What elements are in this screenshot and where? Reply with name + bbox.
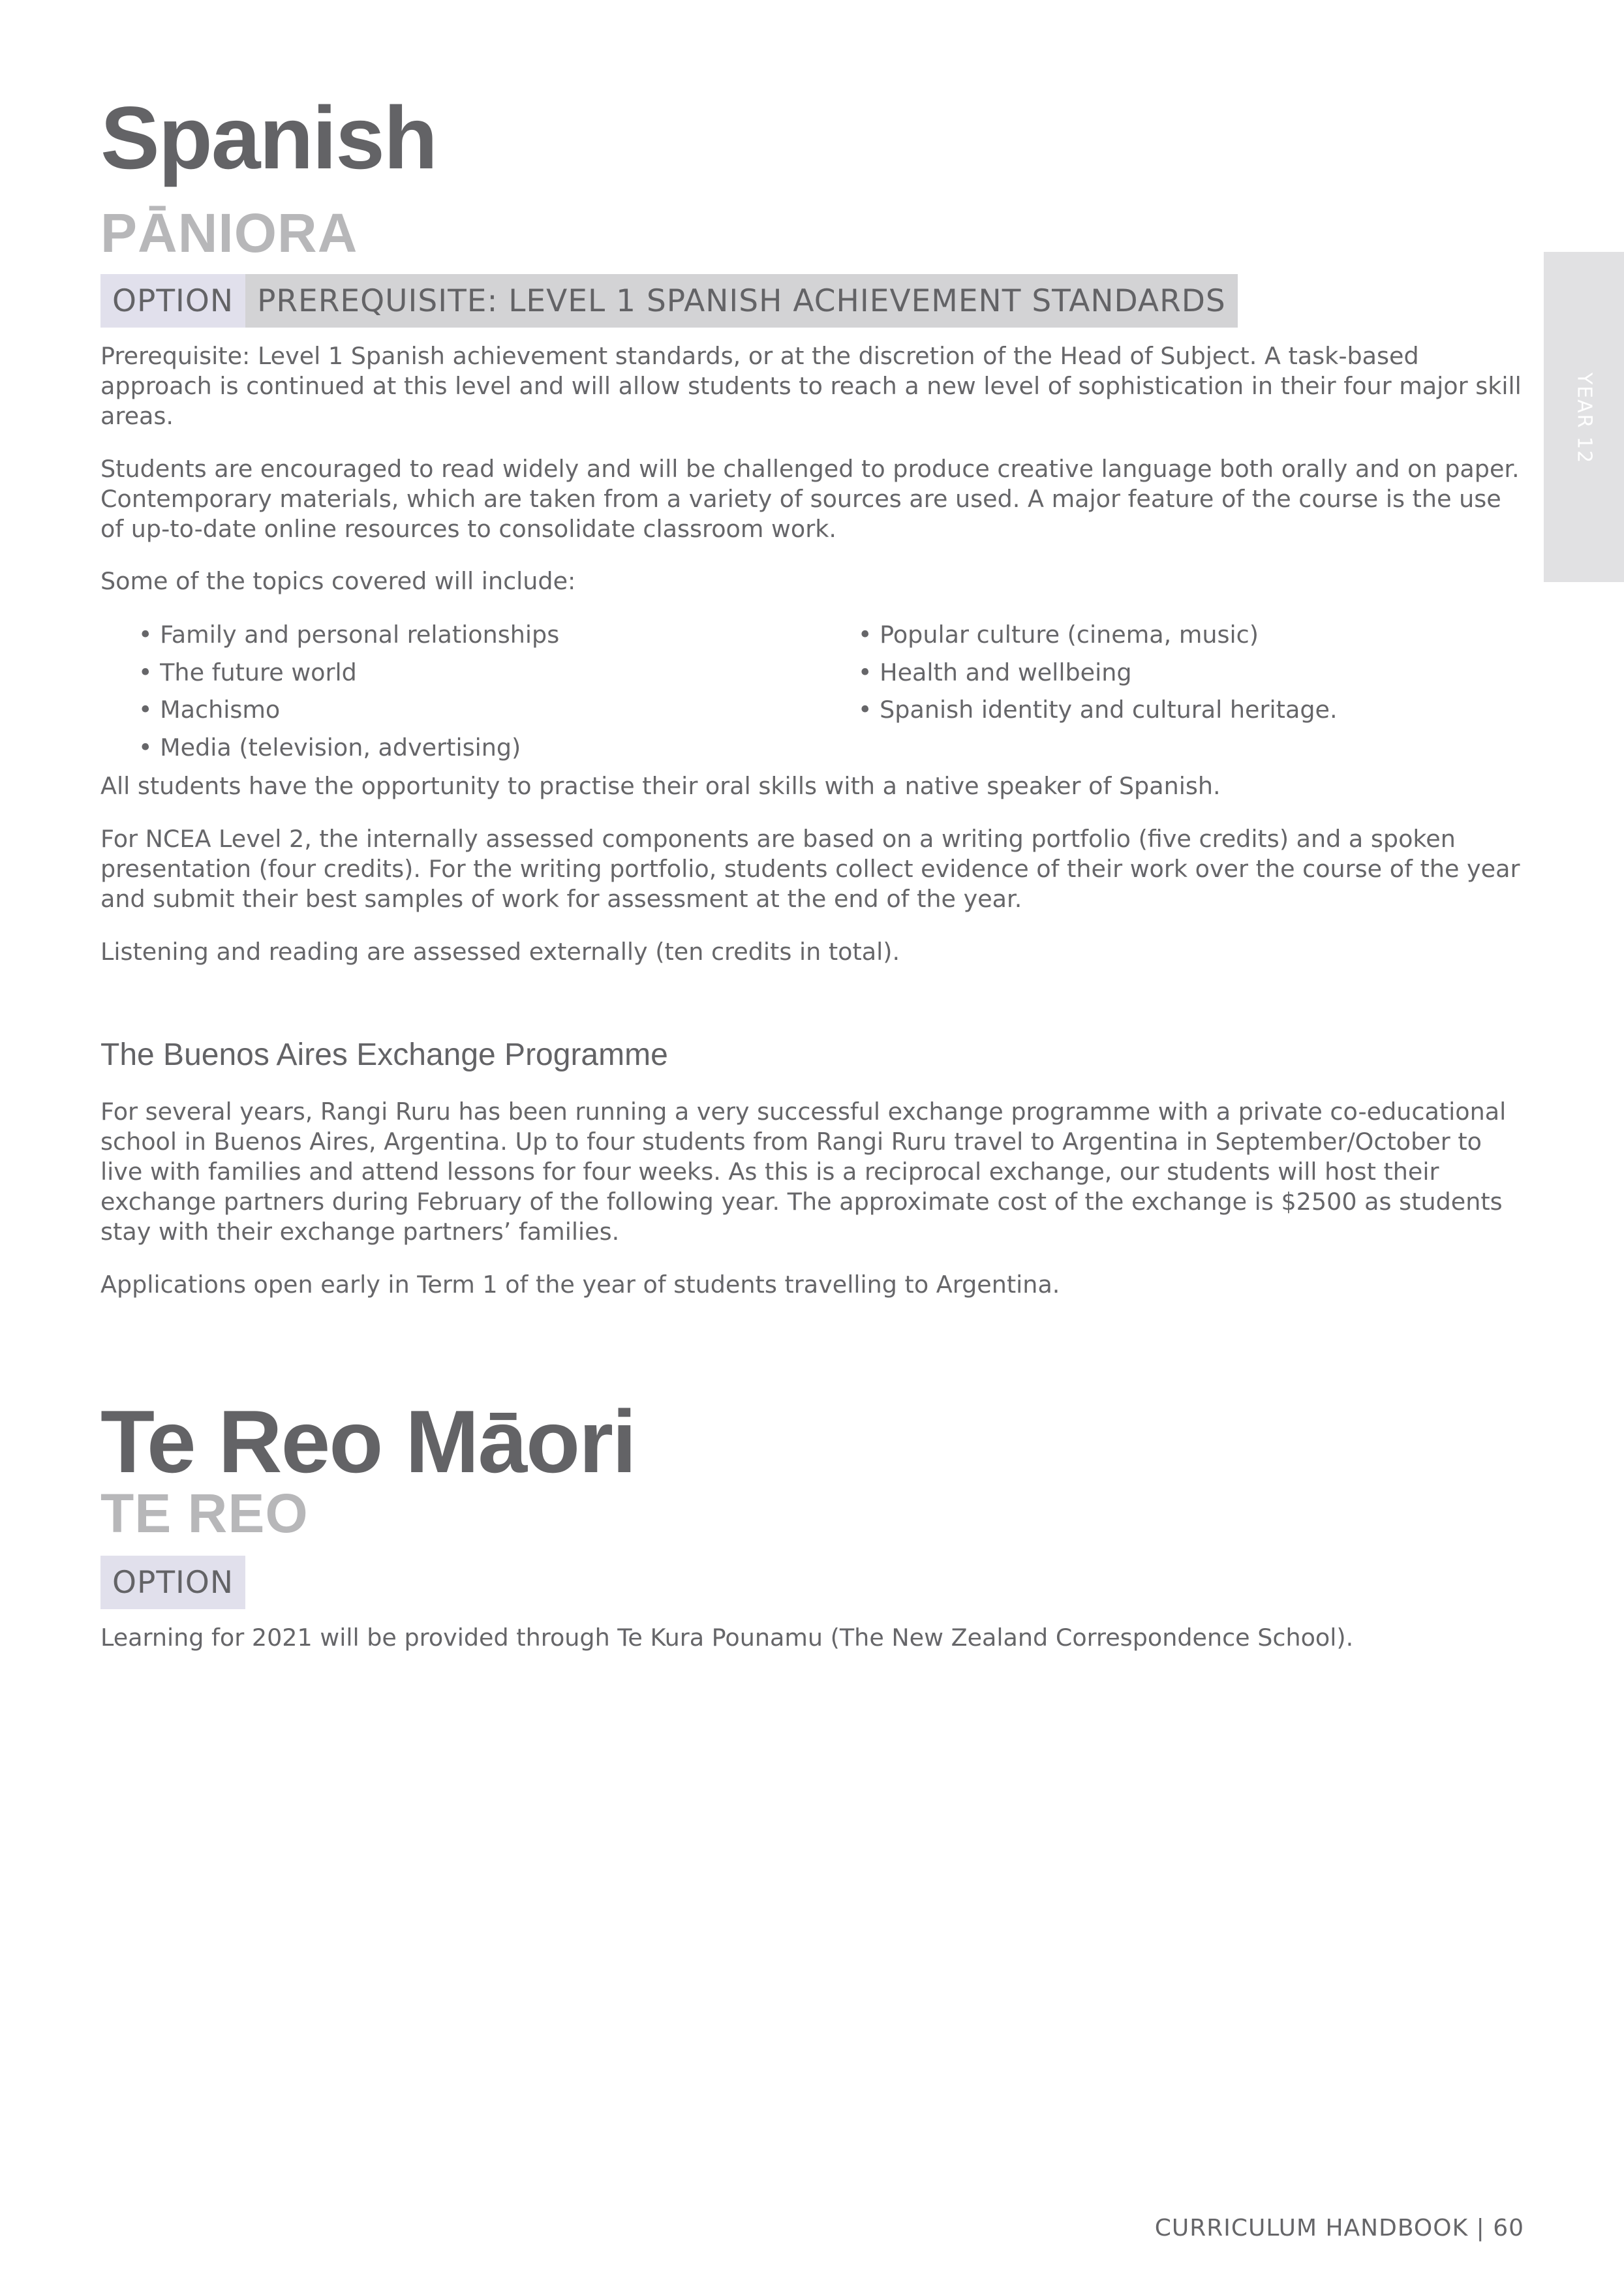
maori-paragraph: Learning for 2021 will be provided through Te Kura Pounamu (The New Zealand Correspondence School). (100, 1624, 1354, 1652)
year-side-tab (1544, 252, 1624, 582)
spanish-intro-paragraph: Prerequisite: Level 1 Spanish achievement standards, or at the discretion of the Head of Subject. A task-based approach is continued at this level and will allow students to reach a new level of sophistication in their four major skill areas. (100, 342, 1522, 430)
year-side-tab-label: YEAR 12 (1572, 372, 1595, 465)
exchange-heading: The Buenos Aires Exchange Programme (100, 1038, 668, 1072)
maori-subtitle: TE REO (100, 1483, 309, 1544)
option-tag: OPTION (100, 274, 245, 328)
list-item: • Spanish identity and cultural heritage. (858, 691, 1510, 729)
maori-tag-row (100, 1556, 245, 1609)
spanish-title: Spanish (100, 88, 437, 187)
exchange-applications-paragraph: Applications open early in Term 1 of the year of students travelling to Argentina. (100, 1271, 1060, 1299)
maori-title: Te Reo Māori (100, 1392, 636, 1491)
exchange-paragraph: For several years, Rangi Ruru has been running a very successful exchange programme with a private co-educational school in Buenos Aires, Argentina. Up to four students from Rangi Ruru travel to Argentina in September/October to live with families and attend lessons for four weeks. As this is a reciprocal exchange, our students will host their exchange partners during February of the following year. The approximate cost of the exchange is $2500 as students stay with their exchange partners’ families. (100, 1098, 1507, 1246)
oral-skills-paragraph: All students have the opportunity to practise their oral skills with a native speaker of Spanish. (100, 772, 1221, 800)
list-item: • Family and personal relationships (138, 616, 823, 654)
list-item: • Machismo (138, 691, 823, 729)
topics-list-left (138, 616, 823, 766)
topics-list-right (858, 616, 1510, 729)
spanish-tag-row (100, 274, 1238, 328)
prerequisite-tag: PREREQUISITE: LEVEL 1 SPANISH ACHIEVEMENT STANDARDS (245, 274, 1238, 328)
page-footer: CURRICULUM HANDBOOK | 60 (1154, 2215, 1524, 2241)
list-item: • The future world (138, 654, 823, 692)
list-item: • Popular culture (cinema, music) (858, 616, 1510, 654)
list-item: • Media (television, advertising) (138, 729, 823, 767)
list-item: • Health and wellbeing (858, 654, 1510, 692)
external-assessment-paragraph: Listening and reading are assessed externally (ten credits in total). (100, 938, 900, 966)
ncea-paragraph: For NCEA Level 2, the internally assessed components are based on a writing portfolio (five credits) and a spoken presentation (four credits). For the writing portfolio, students collect evidence of their work over the course of the year and submit their best samples of work for assessment at the end of the year. (100, 825, 1520, 913)
spanish-materials-paragraph: Students are encouraged to read widely and will be challenged to produce creative language both orally and on paper. Contemporary materials, which are taken from a variety of sources are used. A major feature of the course is the use of up-to-date online resources to consolidate classroom work. (100, 455, 1520, 543)
spanish-subtitle: PĀNIORA (100, 202, 358, 264)
spanish-topics-intro: Some of the topics covered will include: (100, 567, 576, 595)
option-tag: OPTION (100, 1556, 245, 1609)
